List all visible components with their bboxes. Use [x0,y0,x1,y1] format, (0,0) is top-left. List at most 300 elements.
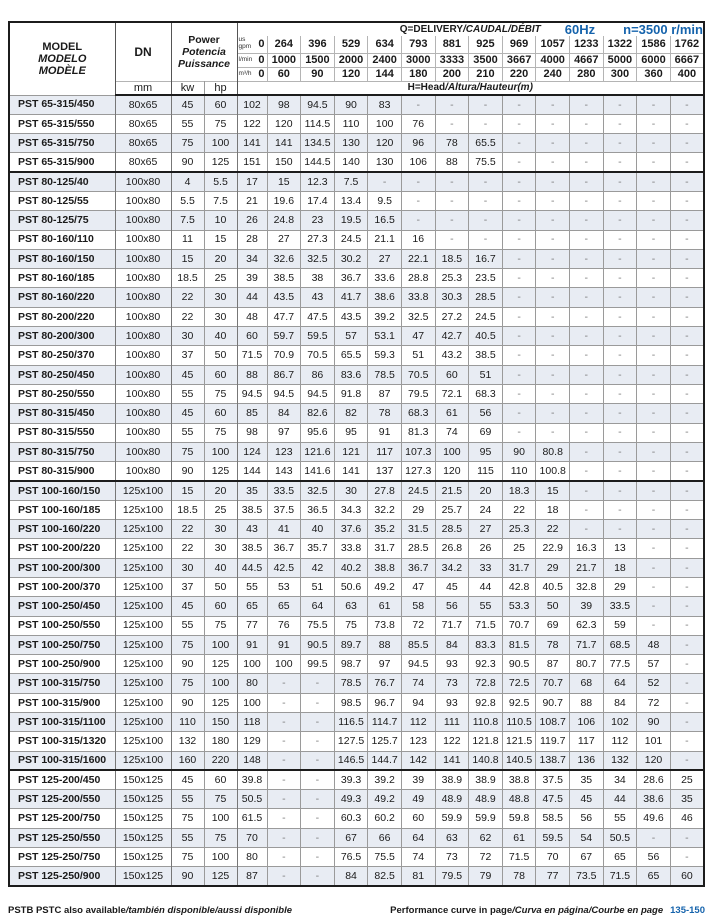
head-value-cell: - [536,307,570,326]
head-value-cell: - [301,713,335,732]
head-value-cell: - [637,269,671,288]
hp-cell: 100 [204,848,237,867]
kw-cell: 55 [171,384,204,403]
kw-cell: 30 [171,558,204,577]
head-value-cell: - [637,153,671,172]
head-value-cell: 57 [334,327,368,346]
head-value-cell: - [469,95,503,114]
head-value-cell: 87 [237,867,267,886]
kw-cell: 160 [171,751,204,770]
head-value-cell: 80 [237,848,267,867]
head-value-cell: 21 [237,191,267,210]
flow-value: 4667 [570,53,604,67]
head-value-cell: 98.7 [334,655,368,674]
head-value-cell: 91 [368,423,402,442]
head-value-cell: - [536,211,570,230]
table-row [9,172,704,191]
hp-cell: 7.5 [204,191,237,210]
head-value-cell: - [670,134,704,153]
head-value-cell: - [570,269,604,288]
kw-cell: 37 [171,346,204,365]
model-cell: PST 100-250/550 [9,616,115,635]
head-value-cell: 29 [401,500,435,519]
head-value-cell: 33.8 [401,288,435,307]
head-value-cell: 33.6 [368,269,402,288]
head-value-cell: 50.5 [603,828,637,847]
head-value-cell: 78 [536,635,570,654]
head-value-cell: 119.7 [536,732,570,751]
head-value-cell: - [536,327,570,346]
head-value-cell: - [637,597,671,616]
model-cell: PST 65-315/750 [9,134,115,153]
dn-cell: 125x100 [115,577,171,596]
head-value-cell: 23 [301,211,335,230]
head-value-cell: 71.7 [570,635,604,654]
head-value-cell: 75 [334,616,368,635]
head-value-cell: 32.5 [401,307,435,326]
head-value-cell: - [570,520,604,539]
head-value-cell: 95.6 [301,423,335,442]
head-value-cell: 60.3 [334,809,368,828]
head-value-cell: 72 [401,616,435,635]
head-value-cell: - [670,172,704,191]
head-value-cell: 64 [401,828,435,847]
head-value-cell: 22.1 [401,249,435,268]
head-value-cell: 137 [368,462,402,481]
head-value-cell: 55 [469,597,503,616]
head-value-cell: 78 [502,867,536,886]
head-value-cell: 77 [237,616,267,635]
dn-cell: 100x80 [115,191,171,210]
dn-cell: 150x125 [115,828,171,847]
head-value-cell: 48.9 [435,790,469,809]
head-value-cell: 92.5 [502,693,536,712]
kw-cell: 110 [171,713,204,732]
head-value-cell: 94.5 [401,655,435,674]
hp-cell: 75 [204,114,237,133]
head-value-cell: - [637,539,671,558]
table-row [9,230,704,249]
head-value-cell: - [570,153,604,172]
head-value-cell: 55 [603,809,637,828]
head-value-cell: - [670,327,704,346]
hp-cell: 30 [204,288,237,307]
head-value-cell: - [570,95,604,114]
flow-zero-value: 0 [258,68,265,80]
head-value-cell: 65 [237,597,267,616]
head-value-cell: 49.2 [368,577,402,596]
dn-cell: 125x100 [115,520,171,539]
head-value-cell: - [502,153,536,172]
head-value-cell: 28.8 [401,269,435,288]
head-value-cell: 39 [237,269,267,288]
head-value-cell: - [670,520,704,539]
head-value-cell: 102 [603,713,637,732]
head-value-cell: - [637,423,671,442]
hp-cell: 30 [204,307,237,326]
table-row [9,732,704,751]
flow-value: 6667 [670,53,704,67]
head-value-cell: - [469,114,503,133]
kw-cell: 90 [171,153,204,172]
head-value-cell: 85 [237,404,267,423]
head-value-cell: 27 [267,230,301,249]
head-value-cell: 76 [267,616,301,635]
dn-cell: 100x80 [115,384,171,403]
head-value-cell: 121.8 [469,732,503,751]
kw-cell: 75 [171,674,204,693]
head-value-cell: 24 [469,500,503,519]
head-value-cell: - [603,462,637,481]
head-value-cell: 68 [570,674,604,693]
head-value-cell: - [670,616,704,635]
head-value-cell: 89.7 [334,635,368,654]
head-value-cell: 148 [237,751,267,770]
model-cell: PST 100-160/185 [9,500,115,519]
head-value-cell: 141 [334,462,368,481]
head-value-cell: 47 [401,577,435,596]
head-value-cell: 27 [368,249,402,268]
head-value-cell: 72 [637,693,671,712]
head-value-cell: 43.5 [267,288,301,307]
head-title-en: H=Head [407,82,446,94]
kw-cell: 30 [171,327,204,346]
head-value-cell: 25 [502,539,536,558]
head-value-cell: - [267,732,301,751]
head-value-cell: 17 [237,172,267,191]
head-value-cell: 72.1 [435,384,469,403]
head-value-cell: 28.5 [435,520,469,539]
head-value-cell: - [670,230,704,249]
head-value-cell: 20 [469,481,503,500]
head-value-cell: - [570,288,604,307]
table-row [9,751,704,770]
head-value-cell: - [637,462,671,481]
head-value-cell: - [670,539,704,558]
head-value-cell: 31.5 [401,520,435,539]
table-row [9,365,704,384]
head-value-cell: 35 [237,481,267,500]
kw-cell: 90 [171,693,204,712]
head-value-cell: 21.5 [435,481,469,500]
head-value-cell: 44 [237,288,267,307]
head-value-cell: 47.5 [536,790,570,809]
kw-cell: 22 [171,307,204,326]
model-cell: PST 80-315/550 [9,423,115,442]
head-value-cell: - [301,867,335,886]
flow-value: 2000 [334,53,368,67]
head-value-cell: 78 [368,404,402,423]
head-value-cell: - [267,828,301,847]
head-value-cell: 115 [469,462,503,481]
head-value-cell: 144 [237,462,267,481]
head-value-cell: 25.3 [435,269,469,288]
head-value-cell: - [637,828,671,847]
head-value-cell: - [570,191,604,210]
head-value-cell: 44.5 [237,558,267,577]
table-row [9,191,704,210]
head-value-cell: 39.3 [334,770,368,789]
head-value-cell: - [570,211,604,230]
head-value-cell: - [502,307,536,326]
head-value-cell: - [670,655,704,674]
head-value-cell: 87 [368,384,402,403]
hp-cell: 20 [204,249,237,268]
kw-cell: 75 [171,809,204,828]
kw-cell: 55 [171,616,204,635]
head-value-cell: 36.7 [401,558,435,577]
head-value-cell: 90 [502,442,536,461]
head-value-cell: 101 [637,732,671,751]
head-value-cell: 13 [603,539,637,558]
dn-cell: 125x100 [115,693,171,712]
head-value-cell: 130 [334,134,368,153]
head-value-cell: 38.6 [637,790,671,809]
availability-note-en: PSTB PSTC also available [8,905,126,916]
kw-cell: 18.5 [171,500,204,519]
head-value-cell: - [536,153,570,172]
head-value-cell: 114.5 [301,114,335,133]
dn-cell: 150x125 [115,848,171,867]
head-value-cell: 47.7 [267,307,301,326]
head-value-cell: 59.8 [502,809,536,828]
head-value-cell: - [670,442,704,461]
kw-cell: 45 [171,404,204,423]
head-value-cell: 65 [603,848,637,867]
head-value-cell: 71.7 [435,616,469,635]
head-value-cell: 57 [637,655,671,674]
head-value-cell: 96 [401,134,435,153]
model-cell: PST 100-315/1320 [9,732,115,751]
head-value-cell: 110.5 [502,713,536,732]
head-value-cell: 64 [603,674,637,693]
head-value-cell: 134.5 [301,134,335,153]
dn-cell: 150x125 [115,770,171,789]
head-value-cell: 58.5 [536,809,570,828]
delivery-title-intl: /CAUDAL/DÉBIT [463,24,541,35]
head-value-cell: 59.7 [267,327,301,346]
head-value-cell: 60 [237,327,267,346]
head-value-cell: 7.5 [334,172,368,191]
table-row [9,539,704,558]
head-value-cell: 32.5 [301,481,335,500]
head-value-cell: 60 [435,365,469,384]
head-value-cell: 69 [469,423,503,442]
availability-note-intl: /también disponible/aussi disponible [125,905,293,916]
head-value-cell: 12.3 [301,172,335,191]
kw-cell: 45 [171,365,204,384]
head-value-cell: 43.5 [334,307,368,326]
head-value-cell: - [637,481,671,500]
head-value-cell: - [670,751,704,770]
head-value-cell: 124 [237,442,267,461]
dn-cell: 150x125 [115,867,171,886]
head-value-cell: 95 [469,442,503,461]
head-value-cell: 21.1 [368,230,402,249]
flow-value: 396 [301,36,335,53]
head-value-cell: 40.5 [469,327,503,346]
head-value-cell: - [368,172,402,191]
head-value-cell: - [536,384,570,403]
kw-cell: 45 [171,770,204,789]
head-value-cell: 85.5 [401,635,435,654]
head-value-cell: 83.6 [334,365,368,384]
head-value-cell: 67 [334,828,368,847]
head-value-cell: - [502,249,536,268]
head-value-cell: 79.5 [401,384,435,403]
kw-cell: 132 [171,732,204,751]
table-row [9,346,704,365]
hp-cell: 60 [204,770,237,789]
model-label-en: MODEL [42,40,83,53]
flow-value: 1057 [536,36,570,53]
head-value-cell: - [435,95,469,114]
head-value-cell: 49.6 [637,809,671,828]
head-value-cell: 112 [401,713,435,732]
head-value-cell: 73 [435,674,469,693]
head-value-cell: - [435,211,469,230]
flow-zero-value: 0 [258,54,265,66]
head-value-cell: 121.5 [502,732,536,751]
head-value-cell: 80 [237,674,267,693]
model-cell: PST 80-160/220 [9,288,115,307]
hp-cell: 60 [204,95,237,114]
head-value-cell: - [603,384,637,403]
head-value-cell: - [637,442,671,461]
head-value-cell: 48.9 [469,790,503,809]
hp-cell: 5.5 [204,172,237,191]
page-reference[interactable]: 135-150 [670,905,705,916]
dn-cell: 100x80 [115,346,171,365]
head-value-cell: 138.7 [536,751,570,770]
table-row [9,249,704,268]
flow-value: 1586 [637,36,671,53]
head-value-cell: 59.5 [301,327,335,346]
head-value-cell: 107.3 [401,442,435,461]
dn-cell: 80x65 [115,153,171,172]
head-value-cell: 32.8 [570,577,604,596]
flow-value: 5000 [603,53,637,67]
head-value-cell: 90.5 [301,635,335,654]
hp-cell: 150 [204,713,237,732]
head-value-cell: 144.5 [301,153,335,172]
head-value-cell: - [570,442,604,461]
head-value-cell: 24.8 [267,211,301,230]
head-value-cell: 96.7 [368,693,402,712]
head-value-cell: - [469,172,503,191]
head-value-cell: - [435,172,469,191]
dn-cell: 125x100 [115,481,171,500]
table-row [9,269,704,288]
head-value-cell: 69 [536,616,570,635]
head-value-cell: 33.5 [603,597,637,616]
head-value-cell: - [637,616,671,635]
flow-unit-cell [237,36,267,53]
hp-cell: 50 [204,346,237,365]
table-row [9,848,704,867]
head-value-cell: 41.7 [334,288,368,307]
head-value-cell: - [570,307,604,326]
head-value-cell: 94.5 [267,384,301,403]
kw-cell: 22 [171,520,204,539]
head-value-cell: - [536,114,570,133]
head-value-cell: 61 [368,597,402,616]
head-value-cell: 118 [237,713,267,732]
hp-cell: 180 [204,732,237,751]
table-row [9,442,704,461]
head-title [237,81,704,95]
head-value-cell: - [536,346,570,365]
head-value-cell: - [603,327,637,346]
head-value-cell: - [670,346,704,365]
head-value-cell: - [670,558,704,577]
model-cell: PST 80-125/40 [9,172,115,191]
model-cell: PST 125-250/750 [9,848,115,867]
table-row [9,404,704,423]
head-value-cell: - [570,500,604,519]
table-row [9,616,704,635]
head-value-cell: 21.7 [570,558,604,577]
head-value-cell: - [670,114,704,133]
head-value-cell: - [536,423,570,442]
hp-cell: 75 [204,423,237,442]
head-value-cell: - [603,191,637,210]
head-value-cell: - [469,211,503,230]
head-value-cell: 81.5 [502,635,536,654]
model-cell: PST 100-315/900 [9,693,115,712]
kw-cell: 55 [171,114,204,133]
kw-cell: 75 [171,848,204,867]
hp-cell: 100 [204,442,237,461]
head-value-cell: - [670,269,704,288]
head-value-cell: 87 [536,655,570,674]
head-value-cell: 27.2 [435,307,469,326]
hp-cell: 125 [204,867,237,886]
head-value-cell: 61 [435,404,469,423]
head-value-cell: - [637,346,671,365]
power-label-fr: Puissance [178,57,230,70]
head-value-cell: - [637,384,671,403]
dn-cell: 100x80 [115,211,171,230]
head-value-cell: 35.2 [368,520,402,539]
flow-unit-cell [237,67,267,81]
head-value-cell: 72.5 [502,674,536,693]
head-value-cell: 56 [469,404,503,423]
head-value-cell: - [670,307,704,326]
dn-cell: 125x100 [115,539,171,558]
flow-value: 280 [570,67,604,81]
head-value-cell: 82 [334,404,368,423]
hp-cell: 15 [204,230,237,249]
head-value-cell: 13.4 [334,191,368,210]
kw-cell: 5.5 [171,191,204,210]
model-cell: PST 125-250/550 [9,828,115,847]
head-value-cell: 56 [570,809,604,828]
head-value-cell: - [603,114,637,133]
head-value-cell: 38.5 [469,346,503,365]
head-value-cell: 93 [435,655,469,674]
head-value-cell: 81 [401,867,435,886]
head-value-cell: 22 [536,520,570,539]
head-value-cell: 36.7 [334,269,368,288]
flow-value: 264 [267,36,301,53]
head-value-cell: - [570,114,604,133]
flow-value: 144 [368,67,402,81]
head-value-cell: 29 [603,577,637,596]
head-value-cell: - [536,230,570,249]
head-value-cell: - [570,462,604,481]
head-value-cell: 58 [401,597,435,616]
